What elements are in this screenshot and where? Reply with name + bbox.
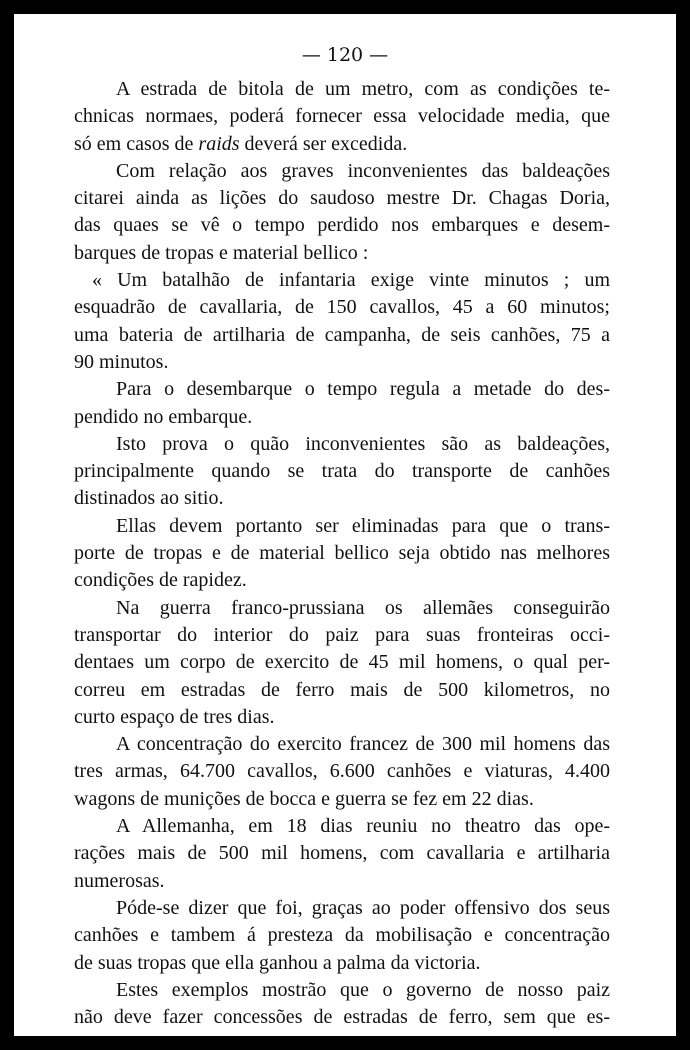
text-line xyxy=(74,950,610,977)
text-segment: condições de rapidez. xyxy=(74,569,247,592)
italic-text: raids xyxy=(198,132,240,155)
text-line xyxy=(74,731,610,758)
text-line xyxy=(74,704,610,731)
text-segment: tres armas, 64.700 cavallos, 6.600 canhões e viaturas, 4.400 xyxy=(74,760,610,783)
paragraph xyxy=(74,895,610,977)
text-line xyxy=(74,485,610,512)
text-line xyxy=(74,431,610,458)
text-segment: Isto prova o quão inconvenientes são as baldeações, xyxy=(116,432,610,455)
text-line xyxy=(74,895,610,922)
text-segment: chnicas normaes, poderá fornecer essa velocidade media, que xyxy=(74,105,610,128)
text-line xyxy=(74,1004,610,1031)
text-segment: não deve fazer concessões de estradas de ferro, sem que es- xyxy=(74,1006,610,1029)
text-segment: citarei ainda as lições do saudoso mestre Dr. Chagas Doria, xyxy=(74,187,610,210)
text-segment: rações mais de 500 mil homens, com cavallaria e artilharia xyxy=(74,842,610,865)
text-line xyxy=(74,595,610,622)
text-segment: pendido no embarque. xyxy=(74,405,253,428)
text-segment: deverá ser excedida. xyxy=(239,132,408,155)
paragraph xyxy=(74,813,610,895)
text-segment: barques de tropas e material bellico : xyxy=(74,241,369,264)
paragraph xyxy=(74,977,610,1032)
text-segment: Estes exemplos mostrão que o governo de nosso paiz xyxy=(116,978,610,1001)
paragraph xyxy=(74,158,610,267)
paragraph xyxy=(74,513,610,595)
text-segment: Na guerra franco-prussiana os allemães conseguirão xyxy=(116,596,610,619)
text-segment: A estrada de bitola de um metro, com as condições te- xyxy=(116,78,610,100)
text-segment: dentaes um corpo de exercito de 45 mil homens, o qual per- xyxy=(74,651,610,674)
text-segment: numerosas. xyxy=(74,869,165,892)
text-segment: transportar do interior do paiz para suas fronteiras occi- xyxy=(74,623,610,646)
text-line xyxy=(74,185,610,212)
text-line xyxy=(74,567,610,594)
text-segment: correu em estradas de ferro mais de 500 kilometros, no xyxy=(74,678,610,701)
text-line xyxy=(74,622,610,649)
text-segment: porte de tropas e de material bellico seja obtido nas melhores xyxy=(74,542,610,565)
text-segment: wagons de munições de bocca e guerra se fez em 22 dias. xyxy=(74,787,534,810)
text-line xyxy=(74,458,610,485)
paragraph xyxy=(74,431,610,513)
text-line xyxy=(74,513,610,540)
text-line xyxy=(74,322,610,349)
paragraph xyxy=(74,76,610,158)
text-segment: principalmente quando se trata do transporte de canhões xyxy=(74,460,610,483)
text-line xyxy=(74,294,610,321)
text-line xyxy=(74,677,610,704)
text-segment: só em casos de xyxy=(74,132,199,155)
text-segment: Póde-se dizer que foi, graças ao poder offensivo dos seus xyxy=(116,896,610,919)
text-line xyxy=(74,540,610,567)
text-line xyxy=(74,840,610,867)
text-line xyxy=(74,267,610,294)
text-line xyxy=(74,349,610,376)
text-line xyxy=(74,786,610,813)
text-segment: 90 minutos. xyxy=(74,350,169,373)
text-line xyxy=(74,813,610,840)
text-segment: « Um batalhão de infantaria exige vinte minutos ; um xyxy=(92,269,610,292)
text-line xyxy=(74,158,610,185)
paragraph xyxy=(74,376,610,431)
page-number: — 120 — xyxy=(301,44,389,66)
text-line xyxy=(74,868,610,895)
text-segment: A Allemanha, em 18 dias reuniu no theatro das ope- xyxy=(116,815,610,838)
text-line xyxy=(74,404,610,431)
text-line xyxy=(74,758,610,785)
text-line xyxy=(74,103,610,130)
book-page xyxy=(14,14,676,1036)
text-segment: Ellas devem portanto ser eliminadas para que o trans- xyxy=(116,514,610,537)
paragraph xyxy=(74,731,610,813)
text-segment: A concentração do exercito francez de 300 mil homens das xyxy=(116,733,610,756)
text-line xyxy=(74,131,610,158)
text-line xyxy=(74,977,610,1004)
text-line xyxy=(74,376,610,403)
text-line xyxy=(74,240,610,267)
text-line xyxy=(74,212,610,239)
body-text xyxy=(74,76,610,1031)
text-segment: uma bateria de artilharia de campanha, de seis canhões, 75 a xyxy=(74,323,610,346)
text-segment: canhões e tambem á presteza da mobilisação e concentração xyxy=(74,924,610,947)
paragraph xyxy=(74,595,610,731)
text-segment: curto espaço de tres dias. xyxy=(74,705,275,728)
text-line xyxy=(74,922,610,949)
text-segment: de suas tropas que ella ganhou a palma da victoria. xyxy=(74,951,481,974)
text-segment: esquadrão de cavallaria, de 150 cavallos, 45 a 60 minutos; xyxy=(74,296,610,319)
text-line xyxy=(74,649,610,676)
text-segment: das quaes se vê o tempo perdido nos embarques e desem- xyxy=(74,214,610,237)
paragraph xyxy=(74,267,610,376)
text-line xyxy=(74,76,610,103)
text-segment: Com relação aos graves inconvenientes das baldeações xyxy=(116,159,610,182)
text-segment: Para o desembarque o tempo regula a metade do des- xyxy=(116,378,610,401)
text-segment: distinados ao sitio. xyxy=(74,487,224,510)
